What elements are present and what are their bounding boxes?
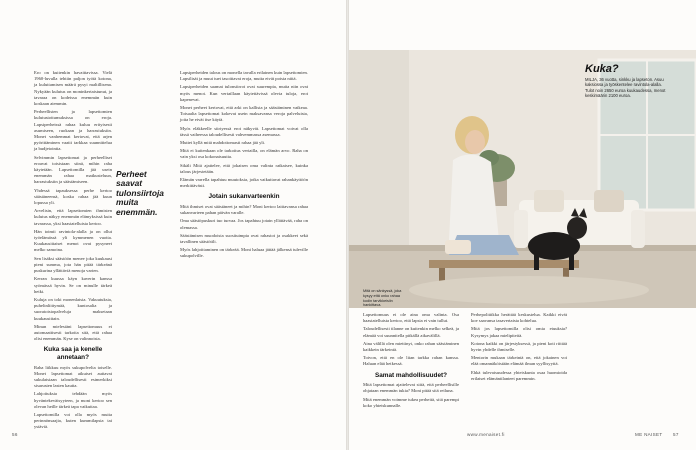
paragraph: Raha liikkuu myös sukupolvelta toiselle. Monet lapsettomat aikuiset auttavat sukulaisiaan taloudellisesti esimerkiksi sisarusten lasten kautta.: [34, 364, 112, 389]
page-number: 57: [673, 432, 679, 437]
paragraph: Muttei kyllä mitä mahdottomasti rahaa jää yli.: [180, 140, 266, 146]
paragraph: Mitä enemmän voimme tukea perheitä, sitä parempi koko yhteiskunnalle.: [363, 396, 459, 408]
profile-title: Kuka?: [585, 63, 619, 75]
photo-caption: Mitä on sänkyssä, joka kysyy että onko rahaa kodin tarvikkeisiin hankittava.: [363, 289, 402, 308]
paragraph: Minun mielestäni lapsettomuus ei automaattisesti tarkoita sitä, että rahaa olisi enemmän. Kyse on valinnoista.: [34, 323, 112, 342]
paragraph: Elämän varrella tapahtuu muutoksia, jotka vaikuttavat rahankäyttöön merkittävästi.: [180, 177, 308, 189]
paragraph: Säästämisen muodoista suosituimpia ovat rahastot ja osakkeet sekä tavallinen säästötili.: [180, 232, 308, 245]
paragraph: Oma säästöpuskuri tuo turvaa. Jos tapahtuu jotain yllättävää, raha on olemassa.: [180, 218, 308, 230]
paragraph: Kerran kuussa käyn kaverin kanssa syömässä hyvin. Se on minulle tärkeä hetki.: [34, 276, 112, 294]
paragraph: Toivon, että en ole liian tarkka rahan kanssa. Haluan elää hetkessä.: [363, 355, 459, 367]
paragraph: Aina välillä olen miettinyt, onko rahan säästäminen kaikkein tärkeintä.: [363, 340, 459, 353]
paragraph: Kotona kaikki on järjestyksessä, ja pieni koti riittää hyvin yhdelle ihmiselle.: [471, 340, 567, 353]
paragraph: Mitä ei kuitenkaan ole tarkoitus vertailla, on elämän arvo. Raha on vain yksi osa kokonaisuutta.: [180, 148, 308, 160]
paragraph: Lapsiperheiden talous on monella tavalla erilainen kuin lapsettomien. Lapsilisät ja muut tuet tasoittavat eroja, mutta eivät poista niitä.: [180, 70, 308, 82]
paragraph: Hän toimii ravintola-alalla ja on ollut työelämässä yli kymmenen vuotta. Kuukausittaiset menot ovat pysyneet melko samoina.: [34, 228, 112, 253]
paragraph: Myös eläkkeelle siirtyessä erot näkyvät. Lapsettomat voivat olla tässä vaiheessa taloudellisesti vahvemmassa asemassa.: [180, 125, 308, 137]
paragraph: Lapsettomuus ei ole aina oma valinta. Osa haastatelluista kertoo, että lapsia ei vain tullut.: [363, 312, 459, 324]
profile-box: [585, 63, 671, 99]
magazine-name: ME NAISET: [635, 432, 663, 437]
paragraph: Monet perheet kertovat, että arki on kallista ja säästäminen vaikeaa. Toisaalta lapsettomat kokevat usein maksavansa veroja palveluista, joita he eivät itse käytä.: [180, 105, 308, 123]
paragraph: Yhdessä tapauksessa perhe kertoo säästäneensä, koska rahaa jää kuun lopussa yli.: [34, 187, 112, 206]
text-column-4: [471, 312, 567, 427]
pull-quote: Perheet saavat tulonsiirtoja muita enemmän.: [116, 169, 164, 217]
text-column-3: [363, 312, 459, 427]
paragraph: Mitä lapsettomat ajattelevat siitä, että perheellisille ohjataan enemmän tukia? Moni pitää sitä reiluna.: [363, 382, 459, 394]
subheading: Samat mahdollisuudet?: [374, 371, 448, 379]
footer-url: www.menaiset.fi: [467, 432, 505, 437]
page-number: 56: [12, 432, 18, 437]
text-column-2: [180, 70, 308, 425]
paragraph: Mitä jos lapsettomilla olisi omia etuuksia? Kysymys jakaa mielipiteitä.: [471, 326, 567, 338]
paragraph: Lapsiperheiden saamat tulonsiirrot ovat suurempia, mutta niin ovat myös menot. Kun vertaillaan käytettävissä olevia tuloja, erot kapenevat.: [180, 84, 308, 102]
subheading: Jotain sukanvarteenkin: [208, 193, 280, 201]
paragraph: Lapsettomilla voi olla myös muita perinnönsaajia, kuten kummilapsia tai ystäviä.: [34, 411, 112, 430]
paragraph: Sikäli Mitä ajattelee, että jokaisen oma valinta ratkaisee, kuinka talous järjestetään.: [180, 162, 308, 174]
paragraph: Selvimmin lapsettomat ja perheelliset eroavat toisistaan siinä, mihin raha käytetään. Lapsettomilla jää usein enemmän rahaa matkusteluun, harrastuksiin ja säästämiseen.: [34, 154, 112, 185]
paragraph: Mentorin mukaan tärkeintä on, että jokainen voi elää omannäköistään elämää ilman syyllisyyttä.: [471, 355, 567, 367]
paragraph: Taloudellisesti tilanne on kuitenkin melko selkeä, ja elämää voi suunnitella pitkällä aikavälillä.: [363, 326, 459, 338]
paragraph: Perhepolitiikka herättää keskustelua. Kaikki eivät koe saavansa tasavertaista kohtelua.: [471, 312, 567, 324]
text-column-1: [34, 70, 112, 430]
paragraph: Ehkä tulevaisuudessa yhteiskunta osaa huomioida erilaiset elämäntilanteet paremmin.: [471, 369, 567, 381]
paragraph: Arvelisin, että lapsettomien ihmisten kulutus näkyy enemmän elämyksissä kuin tavarassa, yksi haastatelluista kertoo.: [34, 208, 112, 226]
paragraph: Lahjoituksia tehdään myös hyväntekeväisyyteen, ja moni kertoo sen olevan heille tärkeä tapa vaikuttaa.: [34, 391, 112, 409]
paragraph: Mitä ihmiset ovat säästäneet ja mihin? Moni kertoo laittavansa rahaa sukanvarteen pahan päivän varalle.: [180, 204, 308, 216]
subheading: Kuka saa ja kenelle annetaan?: [43, 346, 103, 361]
paragraph: Kuluja on toki monenlaisia. Vakuutuksia, puhelinliittymää, kuntosalia ja suoratoistopalveluja maksetaan kuukausittain.: [34, 296, 112, 321]
paragraph: Sen lisäksi säästöön menee joka kuukausi pieni summa, jota hän pitää tärkeänä puskurina yllättäviä menoja varten.: [34, 255, 112, 274]
paragraph: Myös lahjoittaminen on tärkeää. Moni haluaa jättää jälkensä tuleville sukupolville.: [180, 247, 308, 259]
paragraph: Ero on kuitenkin havaittavissa. Vielä 1960-luvulla tehtiin paljon työtä kotona, ja kuluttamisen määrä pysyi maltillisena. Nykyään kulutus on moninkertaistunut, ja tavaraa on kodeissa enemmän kuin koskaan aiemmin.: [34, 70, 112, 107]
right-page: [349, 0, 696, 450]
left-page: [0, 0, 346, 450]
paragraph: Perheellisten ja lapsettomien kulutustottumuksissa on eroja. Lapsiperheissä rahaa kuluu erityisesti asumiseen, ruokaan ja harrastuksiin. Monet vanhemmat kertovat, että arjen pyörittäminen vaatii tarkkaa suunnittelua ja budjetointia.: [34, 109, 112, 152]
profile-text: MILJA, 36 vuotta, sinkku ja lapseton. Asuu kaksiossa ja työskentelee ravintola-alalla. Tulot noin 2650 euroa kuukaudessa, menot keskimäärin 2100 euroa.: [585, 77, 666, 99]
